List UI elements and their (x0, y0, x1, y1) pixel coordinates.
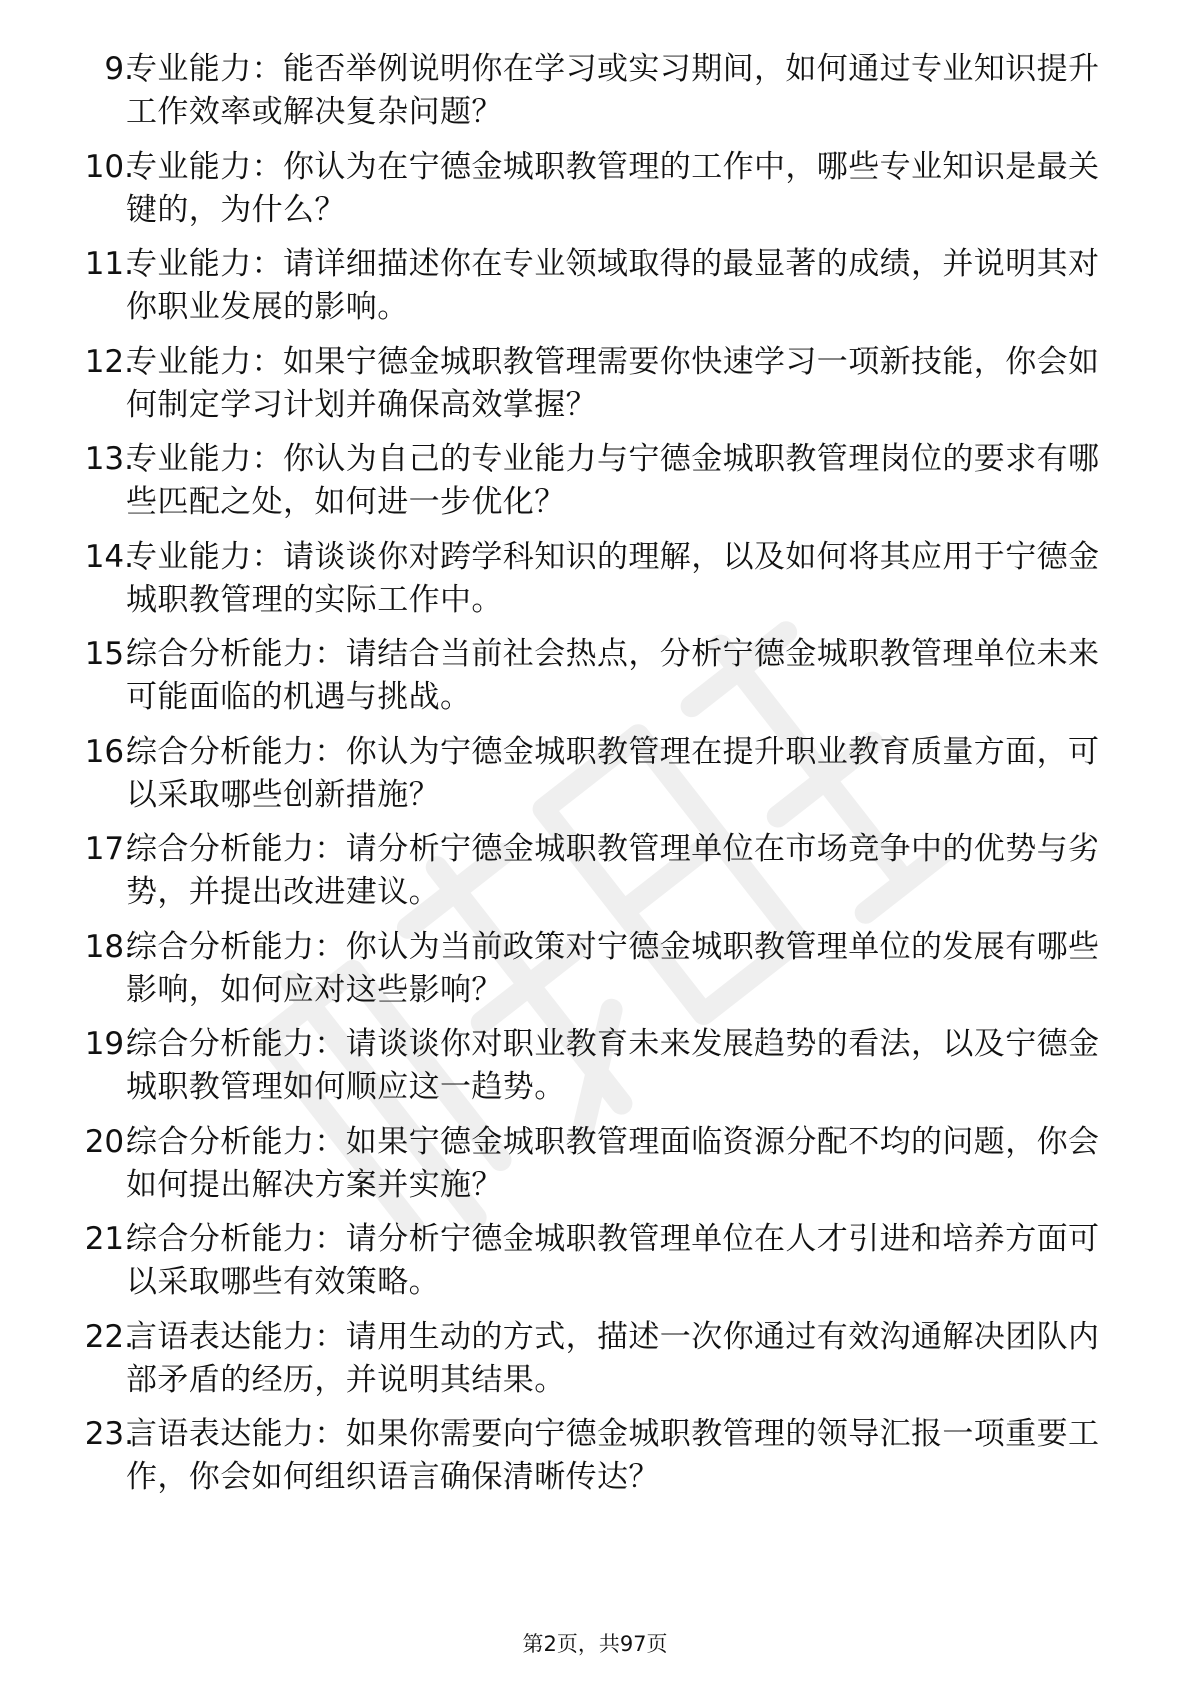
question-text: 综合分析能力：请分析宁德金城职教管理单位在人才引进和培养方面可以采取哪些有效策略。 (126, 1221, 1100, 1300)
question-text: 专业能力：请详细描述你在专业领域取得的最显著的成绩，并说明其对你职业发展的影响。 (126, 246, 1100, 325)
question-number: 17. (84, 831, 134, 867)
question-number: 16. (84, 733, 134, 770)
question-text: 言语表达能力：如果你需要向宁德金城职教管理的领导汇报一项重要工作，你会如何组织语言确保清晰传达？ (126, 1416, 1100, 1495)
question-text: 专业能力：如果宁德金城职教管理需要你快速学习一项新技能，你会如何制定学习计划并确保高效掌握？ (126, 343, 1100, 423)
question-item (0, 1218, 1190, 1316)
question-text: 专业能力：你认为自己的专业能力与宁德金城职教管理岗位的要求有哪些匹配之处，如何进一步优化？ (126, 441, 1100, 520)
question-number: 11. (84, 246, 134, 282)
question-number: 21. (84, 1221, 134, 1257)
question-item (0, 438, 1190, 536)
question-item (0, 341, 1190, 439)
question-item (0, 243, 1190, 341)
question-item (0, 146, 1190, 244)
question-number: 12. (84, 343, 134, 380)
question-item (0, 828, 1190, 926)
question-text: 综合分析能力：如果宁德金城职教管理面临资源分配不均的问题，你会如何提出解决方案并实施？ (126, 1123, 1100, 1203)
question-text: 综合分析能力：请分析宁德金城职教管理单位在市场竞争中的优势与劣势，并提出改进建议。 (126, 831, 1100, 910)
question-number: 23. (84, 1416, 134, 1452)
question-number: 10. (84, 148, 134, 185)
page-footer: 第2页，共97页 (522, 1632, 668, 1656)
question-number: 13. (84, 441, 134, 477)
question-number: 15. (84, 636, 134, 672)
question-item (0, 536, 1190, 634)
question-text: 专业能力：请谈谈你对跨学科知识的理解，以及如何将其应用于宁德金城职教管理的实际工作中。 (126, 538, 1100, 618)
question-number: 9. (104, 51, 134, 87)
question-number: 19. (84, 1026, 134, 1062)
question-text: 综合分析能力：请结合当前社会热点，分析宁德金城职教管理单位未来可能面临的机遇与挑战。 (126, 636, 1100, 715)
question-text: 综合分析能力：你认为宁德金城职教管理在提升职业教育质量方面，可以采取哪些创新措施？ (126, 733, 1100, 813)
question-number: 18. (84, 928, 134, 965)
question-item (0, 731, 1190, 829)
question-text: 专业能力：你认为在宁德金城职教管理的工作中，哪些专业知识是最关键的，为什么？ (126, 148, 1100, 228)
question-item (0, 926, 1190, 1024)
question-item (0, 1023, 1190, 1121)
question-text: 言语表达能力：请用生动的方式，描述一次你通过有效沟通解决团队内部矛盾的经历，并说明其结果。 (126, 1318, 1100, 1398)
question-text: 综合分析能力：你认为当前政策对宁德金城职教管理单位的发展有哪些影响，如何应对这些影响？ (126, 928, 1100, 1008)
question-text: 综合分析能力：请谈谈你对职业教育未来发展趋势的看法，以及宁德金城职教管理如何顺应这一趋势。 (126, 1026, 1100, 1105)
question-number: 14. (84, 538, 134, 575)
question-number: 20. (84, 1123, 134, 1160)
question-text: 专业能力：能否举例说明你在学习或实习期间，如何通过专业知识提升工作效率或解决复杂问题？ (126, 51, 1100, 130)
question-item (0, 1316, 1190, 1414)
question-item (0, 1413, 1190, 1511)
question-item (0, 1121, 1190, 1219)
question-item (0, 633, 1190, 731)
question-list (0, 48, 1190, 1511)
question-item (0, 48, 1190, 146)
question-number: 22. (84, 1318, 134, 1355)
